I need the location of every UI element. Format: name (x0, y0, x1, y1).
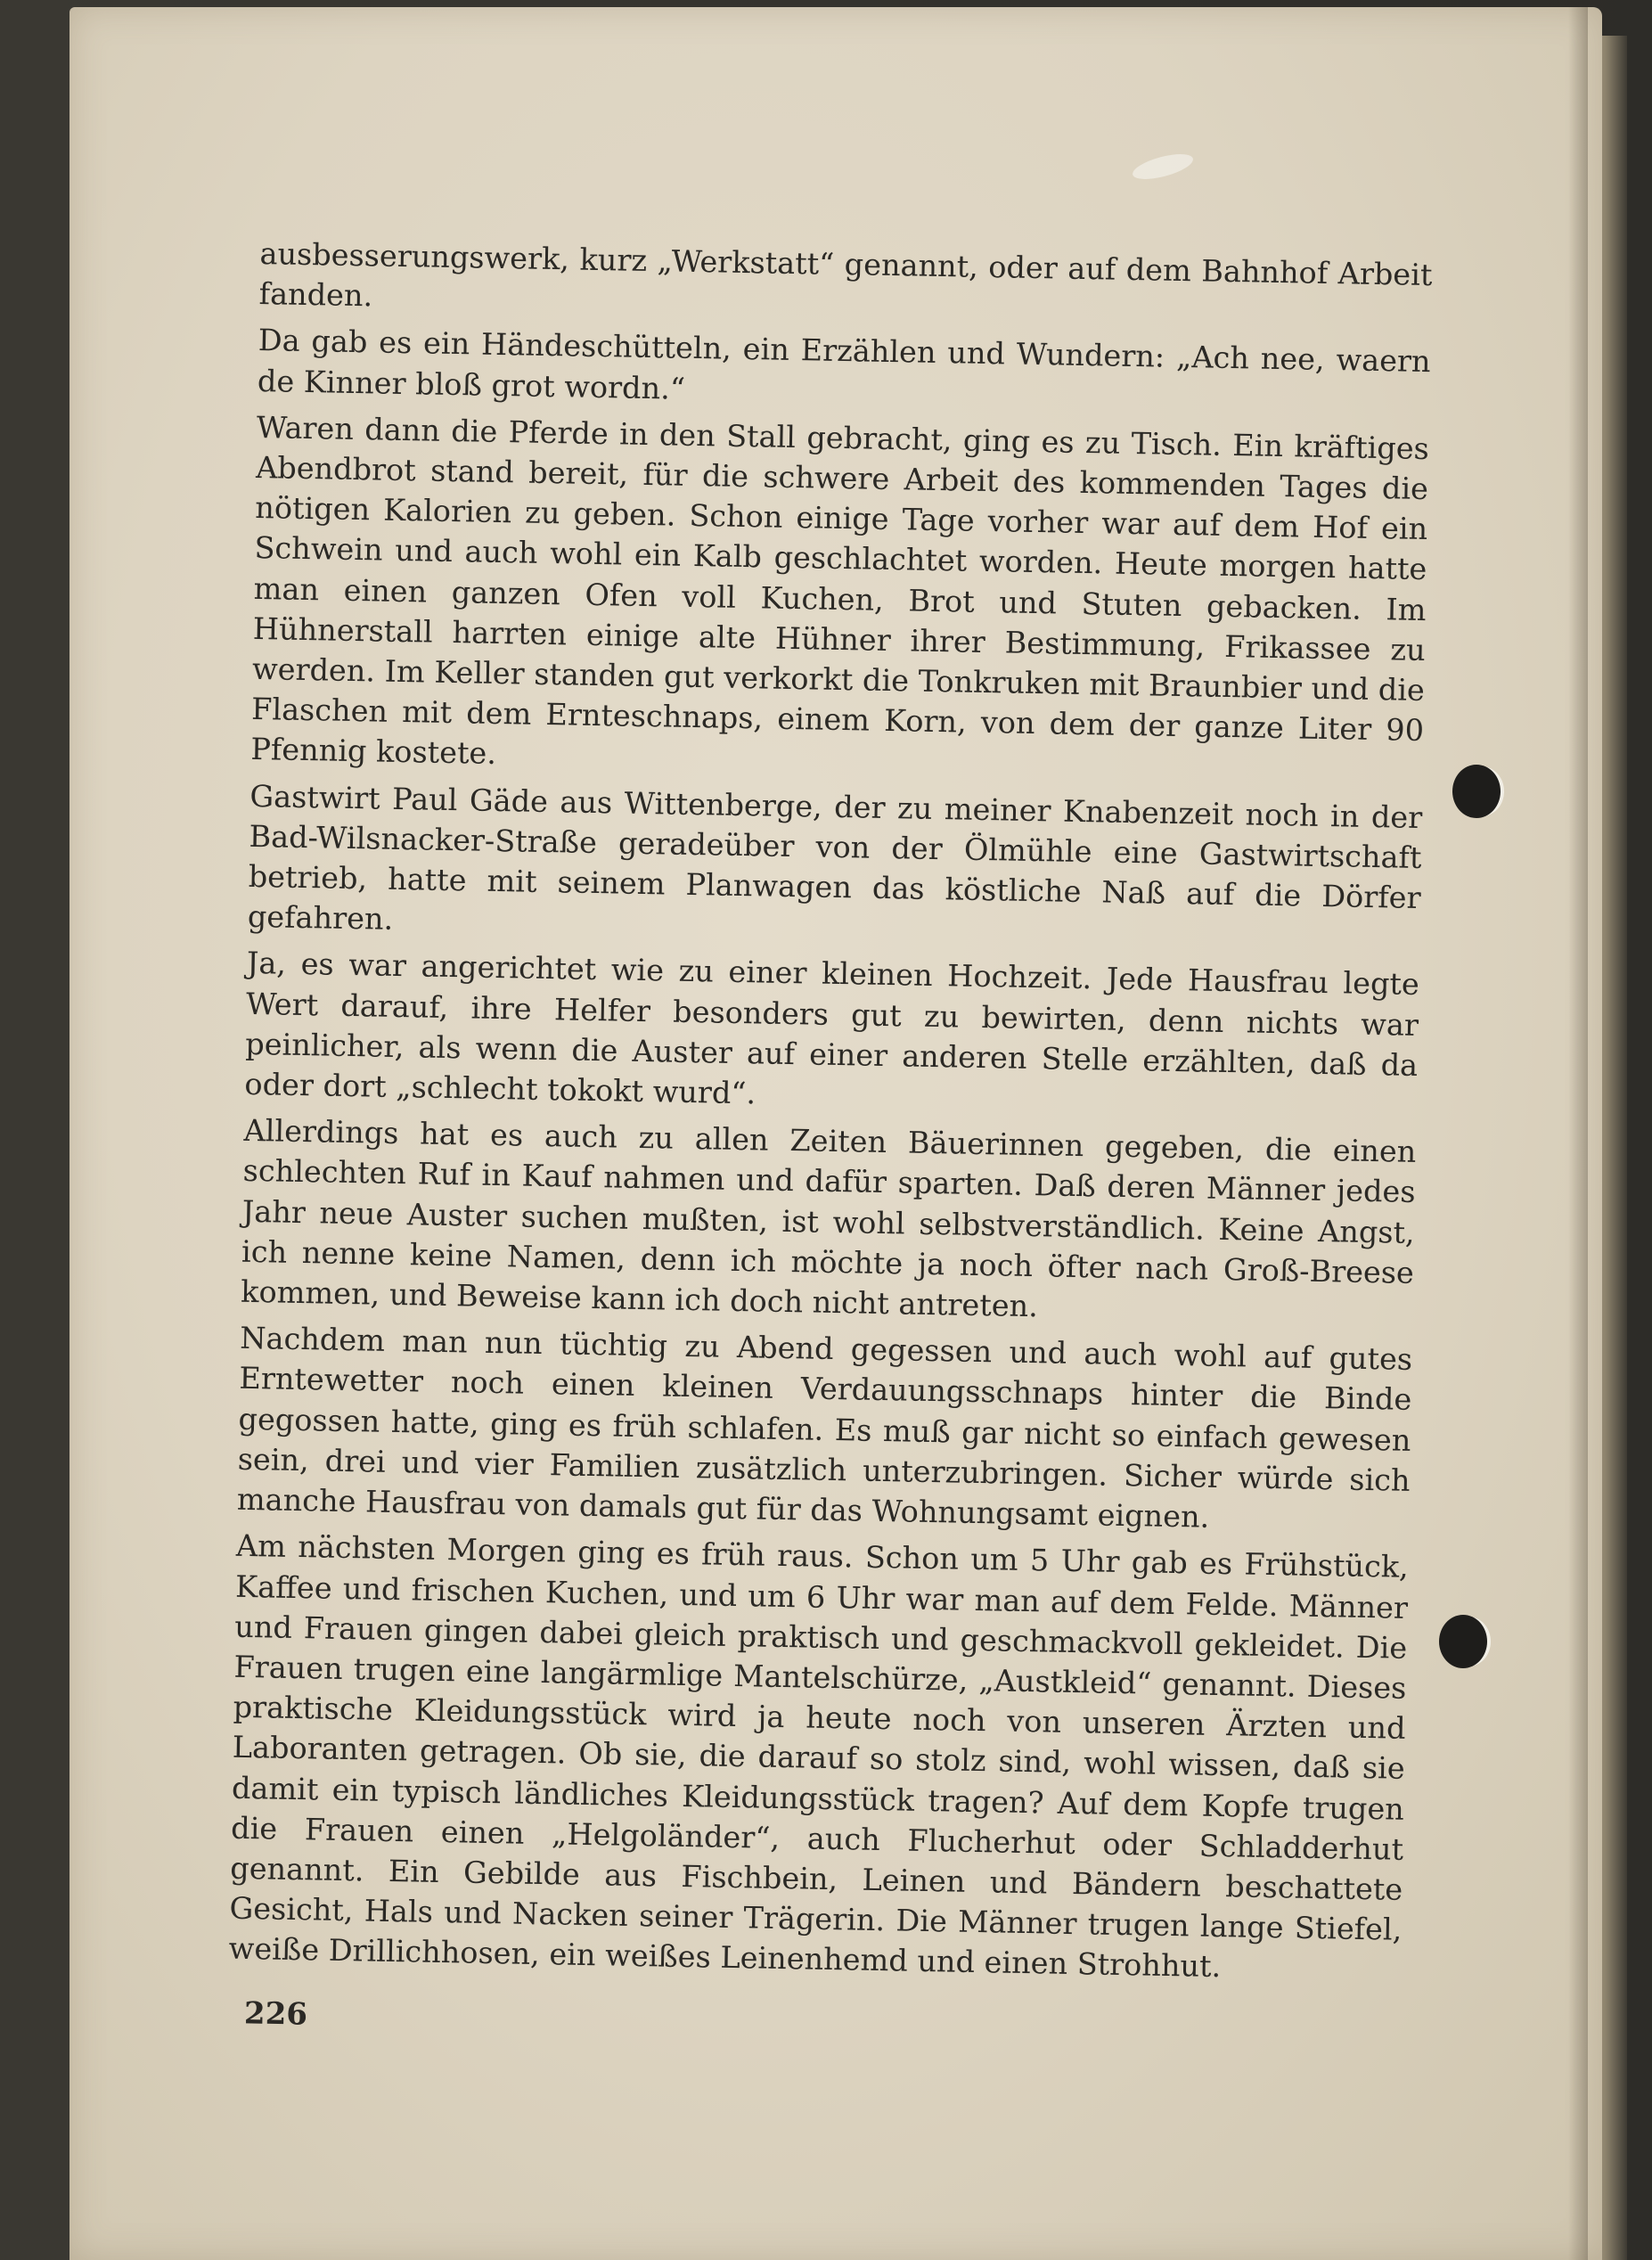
page-number: 226 (243, 1995, 308, 2033)
paragraph: Allerdings hat es auch zu allen Zeiten Bäuerinnen gegeben, die einen schlechten Ruf in Kauf nahmen und dafür sparten. Daß deren Männer jedes Jahr neue Auster suchen mußten, ist wohl selbstverständlich. Keine Angst, ich nenne keine Namen, denn ich möchte ja noch öfter nach Groß-Breese kommen, und Beweise kann ich doch nicht antreten. (240, 1113, 1417, 1324)
paragraph: Gastwirt Paul Gäde aus Wittenberge, der zu meiner Knabenzeit noch in der Bad-Wilsnacker-Straße geradeüber von der Ölmühle eine Gastwirtschaft betrieb, hatte mit seinem Planwagen das köstliche Naß auf die Dörfer gefahren. (247, 778, 1423, 938)
paragraph: Da gab es ein Händeschütteln, ein Erzählen und Wundern: „Ach nee, waern de Kinner bloß grot wordn.“ (257, 323, 1431, 406)
body-text (228, 233, 1433, 1996)
paragraph: Waren dann die Pferde in den Stall gebracht, ging es zu Tisch. Ein kräftiges Abendbrot stand bereit, für die schwere Arbeit des kommenden Tages die nötigen Kalorien zu geben. Schon einige Tage vorher war auf dem Hof ein Schwein und auch wohl ein Kalb geschlachtet worden. Heute morgen hatte man einen ganzen Ofen voll Kuchen, Brot und Stuten gebacken. Im Hühnerstall harrten einige alte Hühner ihrer Bestimmung, Frikassee zu werden. Im Keller standen gut verkorkt die Tonkruken mit Braunbier und die Flaschen mit dem Ernteschnaps, einem Korn, von dem der ganze Liter 90 Pfennig kostete. (250, 409, 1430, 772)
paragraph: Ja, es war angerichtet wie zu einer kleinen Hochzeit. Jede Hausfrau legte Wert darauf, ihre Helfer besonders gut zu bewirten, denn nichts war peinlicher, als wenn die Auster auf einer anderen Stelle erzählten, daß da oder dort „schlecht tokokt wurd“. (244, 946, 1420, 1111)
paragraph: ausbesserungswerk, kurz „Werkstatt“ genannt, oder auf dem Bahnhof Arbeit fanden. (258, 235, 1433, 314)
page-fold-shadow (1568, 7, 1588, 2260)
punch-hole-icon (1452, 765, 1501, 818)
punch-hole-icon (1439, 1615, 1487, 1668)
paragraph: Nachdem man nun tüchtig zu Abend gegessen und auch wohl auf gutes Erntewetter noch einen kleinen Verdauungsschnaps hinter die Binde gegossen hatte, ging es früh schlafen. Es muß gar nicht so einfach gewesen sein, drei und vier Familien zusätzlich unterzubringen. Sicher würde sich manche Hausfrau von damals gut für das Wohnungsamt eignen. (236, 1321, 1413, 1535)
paragraph: Am nächsten Morgen ging es früh raus. Schon um 5 Uhr gab es Frühstück, Kaffee und frischen Kuchen, und um 6 Uhr war man auf dem Felde. Männer und Frauen gingen dabei gleich praktisch und geschmackvoll gekleidet. Die Frauen trugen eine langärmlige Mantelschürze, „Austkleid“ genannt. Dieses praktische Kleidungsstück wird ja heute noch von unseren Ärzten und Laboranten getragen. Ob sie, die darauf so stolz sind, wohl wissen, daß sie damit ein typisch ländliches Kleidungsstück tragen? Auf dem Kopfe trugen die Frauen einen „Helgoländer“, auch Flucherhut oder Schladderhut genannt. Ein Gebilde aus Fischbein, Leinen und Bändern beschattete Gesicht, Hals und Nacken seiner Trägerin. Die Männer trugen lange Stiefel, weiße Drillichhosen, ein weißes Leinenhemd und einen Strohhut. (228, 1528, 1410, 1985)
